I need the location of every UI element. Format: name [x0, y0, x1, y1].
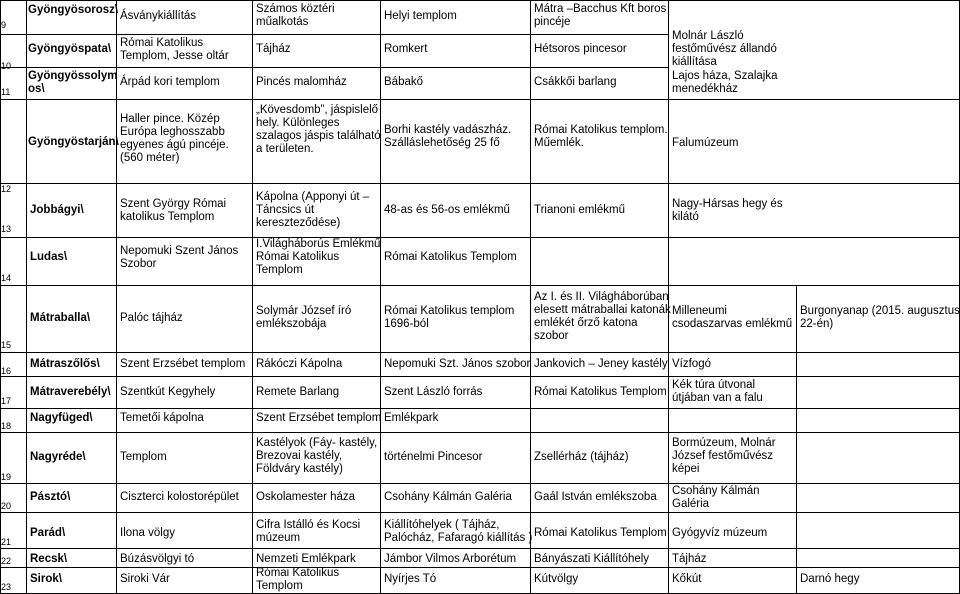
- table-cell: Gyógyvíz múzeum: [672, 527, 768, 539]
- row-number: 23: [1, 582, 12, 592]
- table-cell: Cifra Istálló és Kocsi múzeum: [256, 519, 361, 544]
- table-cell: „Kövesdomb”, jáspislelő hely. Különleges szalagos jáspis található a területen.: [256, 104, 381, 155]
- table-cell: Palóc tájház: [120, 312, 183, 324]
- table-cell: Helyi templom: [384, 10, 457, 22]
- table-cell: Lajos háza, Szalajka menedékház: [672, 70, 778, 95]
- table-cell: Római Katolikus Templom: [534, 527, 667, 539]
- table-cell: Haller pince. Közép Európa leghosszabb egyenes ágú pincéje. (560 méter): [120, 113, 229, 164]
- row-number: 15: [1, 340, 12, 350]
- row-number: 18: [1, 421, 12, 431]
- table-cell: Szent György Római katolikus Templom: [120, 198, 227, 223]
- table-cell: Kápolna (Apponyi út – Táncsics út kereszteződése): [256, 191, 370, 229]
- table-cell: Nemzeti Emlékpark: [256, 553, 356, 565]
- row-number: 12: [1, 184, 12, 194]
- table-cell: Temetői kápolna: [120, 412, 204, 424]
- row-number: 9: [1, 20, 7, 30]
- table-cell: Pincés malomház: [256, 76, 347, 88]
- table-cell: Rákóczi Kápolna: [256, 358, 343, 370]
- table-cell: Árpád kori templom: [120, 76, 220, 88]
- grid-line: [252, 0, 253, 594]
- table-cell: Szentkút Kegyhely: [120, 386, 216, 398]
- settlement-name: Mátraverebély\: [30, 386, 111, 398]
- settlement-name: Jobbágyi\: [30, 204, 84, 216]
- table-cell: Darnó hegy: [800, 573, 860, 585]
- table-cell: Az I. és II. Világháborúban elesett mátraballai katonák emlékét őrző katona szobor: [534, 291, 671, 342]
- table-cell: Római Katolikus Templom, Jesse oltár: [120, 37, 229, 62]
- grid-line: [0, 183, 960, 184]
- table-cell: Római Katolikus Templom: [256, 567, 340, 592]
- table-cell: Római Katolikus Templom: [384, 251, 517, 263]
- table-cell: Nepomuki Szt. János szobor: [384, 358, 531, 370]
- settlement-name: Nagyfüged\: [30, 412, 93, 424]
- row-number: 19: [1, 472, 12, 482]
- settlement-name: Gyöngyösorosz\: [28, 4, 119, 16]
- table-cell: Bábakő: [384, 76, 424, 88]
- table-cell: Nagy-Hársas hegy és kilátó: [672, 198, 783, 223]
- grid-line: [0, 34, 668, 35]
- table-cell: Hétsoros pincesor: [534, 43, 627, 55]
- table-cell: Számos köztéri műalkotás: [256, 3, 335, 28]
- table-cell: Remete Barlang: [256, 386, 340, 398]
- settlement-name: Sirok\: [30, 573, 62, 585]
- grid-line: [380, 0, 381, 594]
- grid-line: [0, 0, 960, 1]
- settlement-name: Gyöngyöspata\: [28, 43, 112, 55]
- table-cell: Római Katolikus templom. Műemlék.: [534, 124, 668, 149]
- table-cell: Templom: [120, 451, 167, 463]
- table-cell: Csohány Kálmán Galéria: [384, 491, 512, 503]
- table-cell: Bormúzeum, Molnár József festőművész képei: [672, 437, 776, 475]
- grid-line: [530, 0, 531, 594]
- table-cell: Mátra –Bacchus Kft boros pincéje: [534, 3, 667, 28]
- table-cell: Csákkői barlang: [534, 76, 617, 88]
- settlement-name: Parád\: [30, 527, 66, 539]
- table-cell: Oskolamester háza: [256, 491, 356, 503]
- table-cell: Csohány Kálmán Galéria: [672, 485, 760, 510]
- table-cell: Ilona völgy: [120, 527, 175, 539]
- grid-line: [26, 0, 27, 594]
- settlement-name: Ludas\: [30, 251, 68, 263]
- row-number: 17: [1, 396, 12, 406]
- table-cell: Tájház: [672, 553, 707, 565]
- table-cell: Nyírjes Tó: [384, 573, 437, 585]
- settlement-name: Mátraballa\: [30, 312, 91, 324]
- table-cell: Kastélyok (Fáy- kastély, Brezovai kastély, Földváry kastély): [256, 437, 378, 475]
- grid-line: [0, 285, 960, 286]
- grid-line: [0, 432, 960, 433]
- table-cell: Trianoni emlékmű: [534, 204, 625, 216]
- table-cell: Tájház: [256, 43, 291, 55]
- grid-line: [796, 285, 797, 594]
- settlement-name: Nagyréde\: [30, 451, 86, 463]
- grid-line: [0, 512, 960, 513]
- table-cell: Nepomuki Szent János Szobor: [120, 245, 239, 270]
- grid-line: [0, 352, 960, 353]
- table-cell: Molnár László festőművész állandó kiállítása: [672, 30, 777, 68]
- table-cell: Romkert: [384, 43, 428, 55]
- table-cell: I.Világháborús Emlékmű Római Katolikus Templom: [256, 238, 381, 276]
- table-cell: Római Katolikus Templom: [534, 386, 667, 398]
- settlement-name: Mátraszőlős\: [30, 358, 100, 370]
- table-cell: Borhi kastély vadászház. Szálláslehetőség 25 fő: [384, 124, 512, 149]
- row-number: 21: [1, 537, 12, 547]
- table-cell: Kőkút: [672, 573, 702, 585]
- settlement-name: Gyöngyöstarján\: [28, 136, 119, 148]
- grid-line: [0, 376, 960, 377]
- grid-line: [0, 483, 960, 484]
- table-cell: Zsellérház (tájház): [534, 451, 629, 463]
- table-cell: 48-as és 56-os emlékmű: [384, 204, 510, 216]
- grid-line: [0, 567, 960, 568]
- row-number: 10: [1, 61, 12, 71]
- grid-line: [0, 99, 960, 100]
- table-cell: Emlékpark: [384, 412, 439, 424]
- table-cell: Római Katolikus templom 1696-ból: [384, 305, 515, 330]
- table-cell: Kék túra útvonal útjában van a falu: [672, 379, 763, 404]
- row-number: 16: [1, 366, 12, 376]
- table-cell: Jámbor Vilmos Arborétum: [384, 553, 517, 565]
- table-cell: Jankovich – Jeney kastély: [534, 358, 668, 370]
- table-cell: Búzásvölgyi tó: [120, 553, 195, 565]
- table-cell: történelmi Pincesor: [384, 451, 483, 463]
- settlement-name: Gyöngyössolym os\: [28, 70, 118, 95]
- row-number: 22: [1, 556, 12, 566]
- table-cell: Szent Erzsébet templom: [120, 358, 246, 370]
- table-cell: Milleneumi csodaszarvas emlékmű: [672, 305, 793, 330]
- row-number: 13: [1, 224, 12, 234]
- settlement-name: Pásztó\: [30, 491, 71, 503]
- table-cell: Gaál István emlékszoba: [534, 491, 657, 503]
- table-cell: Siroki Vár: [120, 573, 170, 585]
- table-cell: Kútvölgy: [534, 573, 579, 585]
- table-cell: Kiállítóhelyek ( Tájház, Palócház, Fafaragó kiállítás ): [384, 519, 533, 544]
- grid-line: [0, 548, 960, 549]
- table-cell: Burgonyanap (2015. augusztus 22-én): [800, 305, 960, 330]
- row-number: 20: [1, 501, 12, 511]
- table-cell: Ásványkiállítás: [120, 10, 197, 22]
- settlement-name: Recsk\: [30, 553, 68, 565]
- table-cell: Bányászati Kiállítóhely: [534, 553, 650, 565]
- row-number: 11: [1, 87, 11, 97]
- table-cell: Szent László forrás: [384, 386, 483, 398]
- grid-line: [0, 67, 668, 68]
- table-cell: Ciszterci kolostorépület: [120, 491, 239, 503]
- table-cell: Vízfogó: [672, 358, 711, 370]
- table-cell: Falumúzeum: [672, 137, 739, 149]
- grid-line: [0, 237, 960, 238]
- grid-line: [0, 408, 960, 409]
- table-cell: Solymár József író emlékszobája: [256, 305, 352, 330]
- row-number: 14: [1, 273, 12, 283]
- table-cell: Szent Erzsébet templom: [256, 412, 382, 424]
